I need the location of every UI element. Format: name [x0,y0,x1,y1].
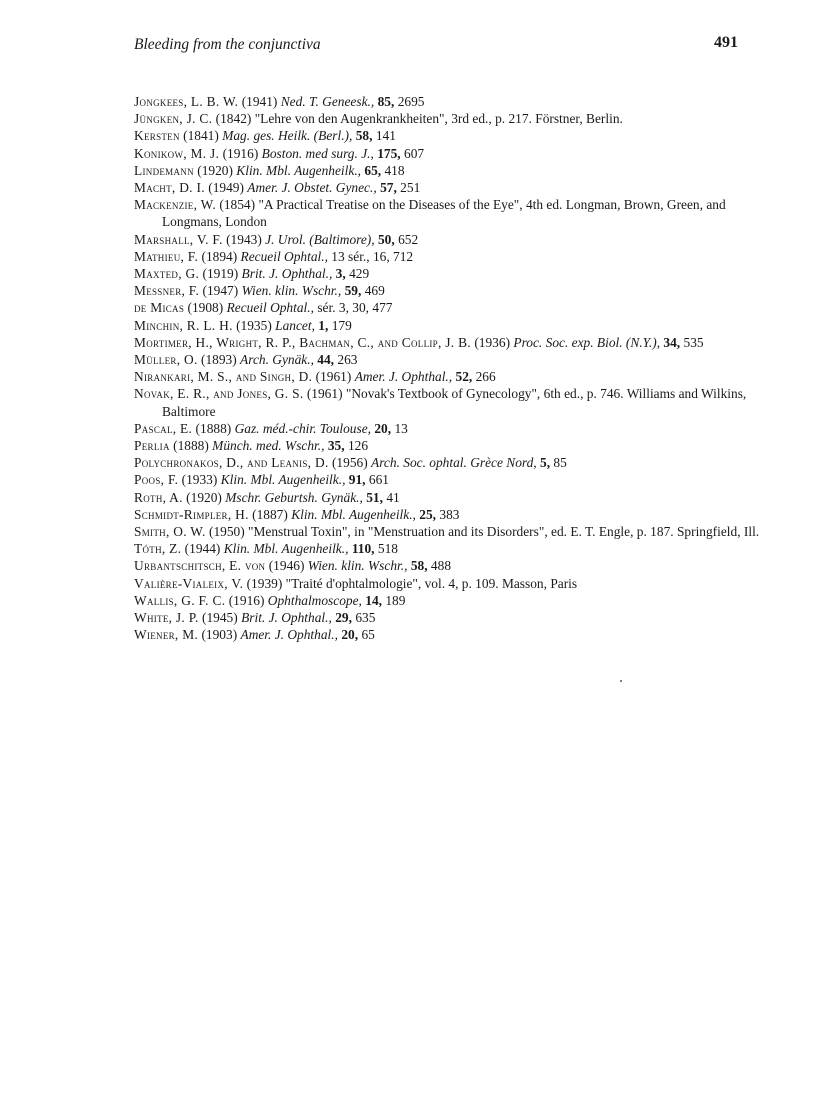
reference-authors: Müller, O. [134,352,198,368]
reference-source: Klin. Mbl. Augenheilk., [291,506,416,522]
reference-volume: 35, [327,438,345,454]
reference-pages: 488 [430,558,452,574]
reference-volume: 14, [365,592,382,608]
reference-entry [134,506,774,523]
reference-pages: 429 [349,266,370,282]
reference-pages: 189 [385,592,406,608]
reference-source: Amer. J. Obstet. Gynec., [247,180,377,196]
reference-year: (1935) [236,317,272,333]
reference-authors: Macht, D. I. [134,180,205,196]
reference-entry [134,196,774,230]
reference-entry [134,368,774,385]
reference-source: Recueil Ophtal., [226,300,314,316]
reference-title: "Lehre von den Augenkrankheiten", 3rd ed., p. 217. Förstner, Berlin. [254,111,623,127]
reference-pages: 661 [368,472,389,488]
reference-year: (1888) [173,438,209,454]
reference-source: Lancet, [275,317,315,333]
reference-volume: 20, [341,627,359,643]
reference-authors: Pascal, E. [134,420,193,436]
reference-source: Ophthalmoscope, [267,592,362,608]
reference-authors: Poos, F. [134,472,179,488]
reference-source: Wien. klin. Wschr., [307,558,408,574]
reference-entry [134,93,774,110]
reference-pages: 652 [398,231,419,247]
reference-volume: 1, [318,317,329,333]
reference-authors: Nirankari, M. S., and Singh, D. [134,369,313,385]
reference-source: Brit. J. Ophthal., [241,610,332,626]
reference-year: (1903) [201,627,238,643]
reference-entry [134,162,774,179]
reference-authors: Schmidt-Rimpler, H. [134,506,249,522]
reference-year: (1916) [222,145,259,161]
reference-pages: 179 [331,317,352,333]
reference-entry [134,626,774,643]
reference-source: Münch. med. Wschr., [212,438,325,454]
reference-entry [134,557,774,574]
page-number: 491 [714,34,738,51]
reference-volume: 25, [419,506,437,522]
reference-authors: Messner, F. [134,283,200,299]
reference-entry [134,265,774,282]
reference-pages: sér. 3, 30, 477 [317,300,393,316]
reference-year: (1916) [228,592,265,608]
reference-year: (1943) [226,231,262,247]
reference-year: (1841) [183,128,219,144]
reference-year: (1946) [268,558,305,574]
reference-year: (1949) [208,180,244,196]
reference-title: "Menstrual Toxin", in "Menstruation and its Disorders", ed. E. T. Engle, p. 187. Springfield, Ill. [248,524,760,540]
reference-authors: Mortimer, H., Wright, R. P., Bachman, C., and Collip, J. B. [134,334,471,350]
reference-year: (1933) [181,472,218,488]
reference-entry [134,540,774,557]
reference-pages: 41 [386,489,400,505]
reference-volume: 58, [410,558,428,574]
reference-entry [134,145,774,162]
reference-authors: Minchin, R. L. H. [134,317,233,333]
reference-authors: Kersten [134,128,180,144]
reference-entry [134,609,774,626]
reference-title: "A Practical Treatise on the Diseases of the Eye", 4th ed. Longman, Brown, Green, and Longmans, London [162,197,726,230]
reference-pages: 2695 [397,94,425,109]
reference-year: (1950) [208,524,245,540]
reference-entry [134,248,774,265]
reference-entry [134,317,774,334]
reference-authors: de Micas [134,300,185,316]
stray-mark [620,680,622,682]
reference-authors: Wiener, M. [134,627,199,643]
reference-entry [134,127,774,144]
reference-entry [134,523,774,540]
reference-year: (1888) [195,420,232,436]
reference-authors: Marshall, V. F. [134,231,223,247]
reference-year: (1920) [197,162,233,178]
reference-volume: 5, [540,455,551,471]
reference-pages: 383 [439,506,460,522]
reference-volume: 59, [344,283,362,299]
reference-year: (1887) [252,506,288,522]
reference-year: (1908) [187,300,224,316]
reference-source: Wien. klin. Wschr., [241,283,342,299]
reference-authors: Jongkees, L. B. W. [134,94,239,109]
reference-source: Mag. ges. Heilk. (Berl.), [222,128,353,144]
reference-entry [134,454,774,471]
reference-authors: Lindemann [134,162,194,178]
reference-title: "Novak's Textbook of Gynecology", 6th ed., p. 746. Williams and Wilkins, Baltimore [162,386,747,419]
reference-pages: 263 [337,352,358,368]
reference-pages: 535 [683,334,704,350]
reference-volume: 51, [366,489,383,505]
reference-entry [134,592,774,609]
reference-volume: 29, [335,610,352,626]
reference-source: Gaz. méd.-chir. Toulouse, [234,420,371,436]
reference-title: "Traité d'ophtalmologie", vol. 4, p. 109. Masson, Paris [285,575,578,591]
reference-source: Mschr. Geburtsh. Gynäk., [225,489,363,505]
reference-year: (1939) [246,575,283,591]
reference-volume: 110, [351,541,375,557]
reference-entry [134,437,774,454]
reference-year: (1944) [184,541,221,557]
reference-volume: 91, [348,472,366,488]
reference-authors: Tóth, Z. [134,541,182,557]
reference-entry [134,179,774,196]
reference-source: Klin. Mbl. Augenheilk., [223,541,349,557]
reference-source: Klin. Mbl. Augenheilk., [236,162,362,178]
reference-year: (1956) [331,455,368,471]
reference-year: (1961) [306,386,343,402]
reference-volume: 85, [377,94,395,109]
reference-volume: 44, [317,352,335,368]
reference-volume: 52, [455,369,473,385]
reference-pages: 13 [394,420,408,436]
reference-authors: Novak, E. R., and Jones, G. S. [134,386,304,402]
reference-year: (1936) [474,334,511,350]
reference-authors: Konikow, M. J. [134,145,220,161]
reference-source: Arch. Soc. ophtal. Grèce Nord, [371,455,537,471]
reference-authors: Wallis, G. F. C. [134,592,226,608]
reference-source: Proc. Soc. exp. Biol. (N.Y.), [513,334,661,350]
reference-list [134,93,774,644]
reference-year: (1893) [200,352,237,368]
reference-volume: 50, [377,231,395,247]
reference-source: Amer. J. Ophthal., [354,369,453,385]
reference-authors: Jüngken, J. C. [134,111,213,127]
reference-volume: 58, [355,128,373,144]
reference-authors: White, J. P. [134,610,199,626]
reference-entry [134,231,774,248]
reference-authors: Smith, O. W. [134,524,206,540]
reference-year: (1842) [215,111,252,127]
reference-authors: Perlia [134,438,170,454]
reference-entry [134,299,774,316]
reference-source: Recueil Ophtal., [240,248,328,264]
reference-authors: Maxted, G. [134,266,200,282]
reference-year: (1947) [202,283,239,299]
reference-entry [134,282,774,299]
reference-volume: 3, [335,266,346,282]
reference-source: Boston. med surg. J., [261,145,374,161]
reference-pages: 607 [404,145,425,161]
reference-entry [134,334,774,351]
reference-pages: 518 [377,541,398,557]
reference-entry [134,351,774,368]
reference-source: Arch. Gynäk., [240,352,314,368]
reference-authors: Mathieu, F. [134,248,199,264]
reference-pages: 418 [384,162,405,178]
reference-entry [134,110,774,127]
reference-entry [134,489,774,506]
reference-pages: 13 sér., 16, 712 [331,248,414,264]
reference-year: (1920) [186,489,222,505]
reference-pages: 126 [347,438,369,454]
reference-entry [134,575,774,592]
reference-year: (1854) [219,197,256,213]
reference-authors: Urbantschitsch, E. von [134,558,266,574]
running-title: Bleeding from the conjunctiva [134,36,321,53]
reference-volume: 65, [364,162,382,178]
reference-volume: 20, [374,420,392,436]
reference-authors: Valière-Vialeix, V. [134,575,244,591]
reference-pages: 141 [375,128,396,144]
reference-authors: Mackenzie, W. [134,197,217,213]
reference-pages: 251 [400,180,421,196]
reference-volume: 57, [380,180,397,196]
reference-year: (1919) [202,266,239,282]
reference-pages: 65 [361,627,375,643]
reference-entry [134,471,774,488]
reference-pages: 266 [475,369,496,385]
reference-source: J. Urol. (Baltimore), [265,231,375,247]
reference-volume: 34, [663,334,681,350]
reference-entry [134,420,774,437]
reference-pages: 85 [553,455,567,471]
reference-year: (1894) [201,248,238,264]
reference-volume: 175, [377,145,401,161]
reference-pages: 469 [364,283,385,299]
reference-entry [134,385,774,419]
reference-year: (1945) [202,610,238,626]
reference-authors: Polychronakos, D., and Leanis, D. [134,455,329,471]
reference-year: (1941) [241,94,278,109]
page-header [134,36,738,60]
reference-source: Klin. Mbl. Augenheilk., [220,472,346,488]
reference-source: Brit. J. Ophthal., [241,266,333,282]
reference-authors: Roth, A. [134,489,183,505]
reference-source: Amer. J. Ophthal., [240,627,338,643]
reference-year: (1961) [315,369,352,385]
reference-source: Ned. T. Geneesk., [280,94,375,109]
reference-pages: 635 [355,610,376,626]
